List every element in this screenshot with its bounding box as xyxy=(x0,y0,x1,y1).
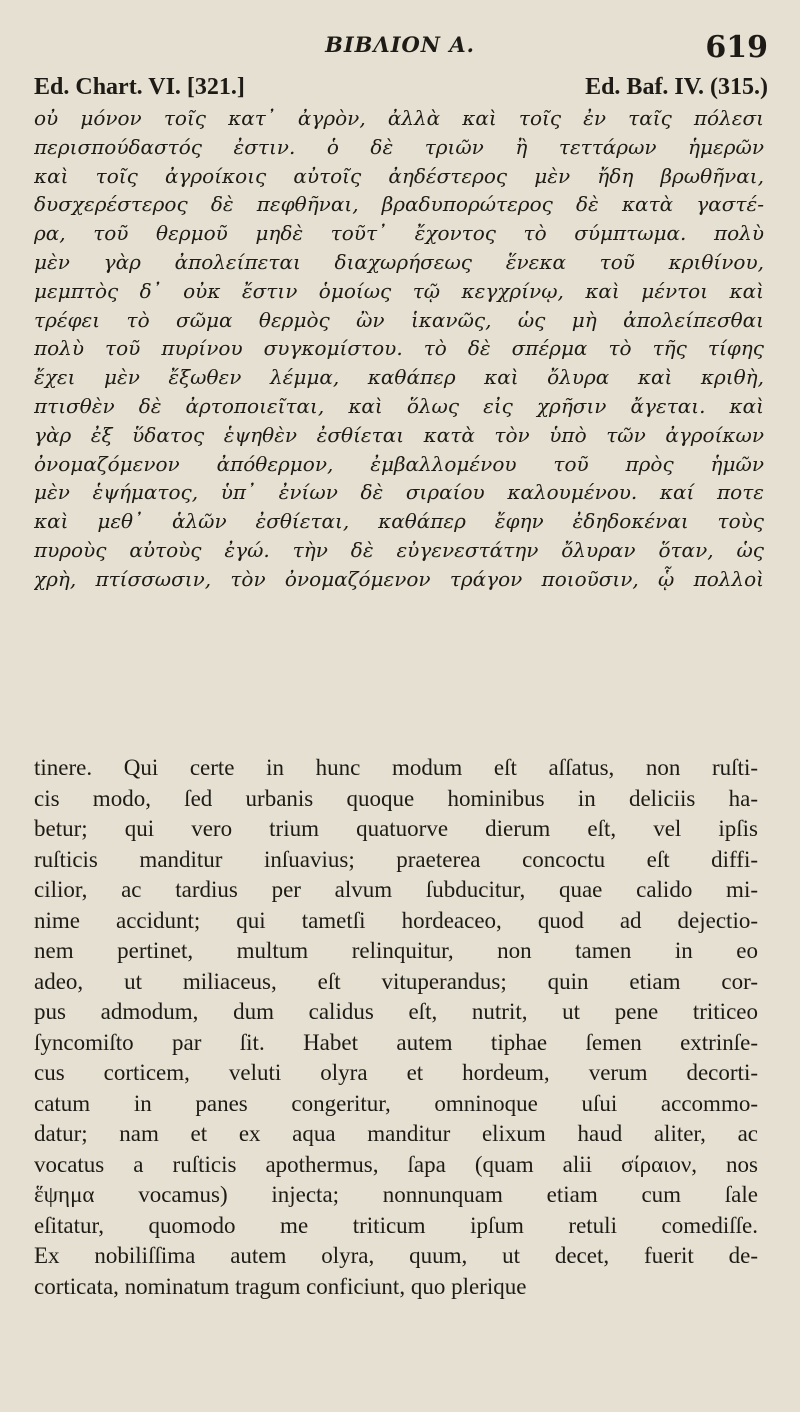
greek-text-line: μὲν ἑψήματος, ὑπ᾽ ἐνίων δὲ σιραίου καλουμένου. καί ποτε xyxy=(34,480,764,505)
greek-text-line: μεμπτὸς δ᾽ οὐκ ἔστιν ὁμοίως τῷ κεγχρίνῳ, καὶ μέντοι καὶ xyxy=(34,278,764,303)
greek-text-line: πτισθὲν δὲ ἀρτοποιεῖται, καὶ ὅλως εἰς χρῆσιν ἄγεται. καὶ xyxy=(34,393,764,418)
edition-chartier-ref: Ed. Chart. VI. [321.] xyxy=(34,74,245,100)
running-title: ΒΙΒΛΙΟΝ Α. xyxy=(325,32,475,57)
latin-text-line: nem pertinet, multum relinquitur, non tamen in eo xyxy=(34,938,758,963)
greek-text-line: χρὴ, πτίσσωσιν, τὸν ὀνομαζόμενον τράγον ποιοῦσιν, ᾧ πολλοὶ xyxy=(34,566,764,591)
greek-text-line: δυσχερέστερος δὲ πεφθῆναι, βραδυπορώτερος δὲ κατὰ γαστέ- xyxy=(34,192,764,217)
latin-text-line: ἕψημα vocamus) injecta; nonnunquam etiam cum ſale xyxy=(34,1182,758,1207)
latin-text-line: ſyncomiſto par ſit. Habet autem tiphae ſemen extrinſe- xyxy=(34,1029,758,1055)
greek-text-line: ὀνομαζόμενον ἀπόθερμον, ἐμβαλλομένου τοῦ πρὸς ἡμῶν xyxy=(34,451,764,476)
latin-text-line: pus admodum, dum calidus eſt, nutrit, ut pene triticeo xyxy=(34,999,758,1024)
edition-basel-ref: Ed. Baf. IV. (315.) xyxy=(585,74,768,100)
greek-text-line: γὰρ ἐξ ὕδατος ἑψηθὲν ἐσθίεται κατὰ τὸν ὑπὸ τῶν ἀγροίκων xyxy=(34,422,764,447)
greek-text-line: περισπούδαστός ἐστιν. ὁ δὲ τριῶν ἢ τεττάρων ἡμερῶν xyxy=(34,134,764,159)
greek-text-line: τρέφει τὸ σῶμα θερμὸς ὢν ἱκανῶς, ὡς μὴ ἀπολείπεσθαι xyxy=(34,307,764,332)
greek-text-line: πολὺ τοῦ πυρίνου συγκομίστου. τὸ δὲ σπέρμα τὸ τῆς τίφης xyxy=(34,336,764,361)
greek-text-block xyxy=(34,104,764,594)
greek-text-line: καὶ τοῖς ἀγροίκοις αὐτοῖς ἀηδέστερος μὲν ἤδη βρωθῆναι, xyxy=(34,163,764,188)
page-number: 619 xyxy=(705,30,768,65)
latin-text-line: corticata, nominatum tragum conficiunt, quo plerique xyxy=(34,1273,527,1299)
greek-text-line: μὲν γὰρ ἀπολείπεται διαχωρήσεως ἕνεκα τοῦ κριθίνου, xyxy=(34,249,764,274)
latin-text-line: datur; nam et ex aqua manditur elixum haud aliter, ac xyxy=(34,1121,758,1146)
greek-text-line: καὶ μεθ᾽ ἁλῶν ἐσθίεται, καθάπερ ἔφην ἐδηδοκέναι τοὺς xyxy=(34,509,764,534)
latin-text-line: cis modo, ſed urbanis quoque hominibus in deliciis ha- xyxy=(34,785,758,811)
latin-text-line: eſitatur, quomodo me triticum ipſum retuli comediſſe. xyxy=(34,1212,758,1238)
latin-text-line: vocatus a ruſticis apothermus, ſapa (quam alii σίραιον, nos xyxy=(34,1151,758,1177)
latin-text-block xyxy=(34,753,758,1302)
latin-text-line: tinere. Qui certe in hunc modum eſt aſſatus, non ruſti- xyxy=(34,755,758,780)
edition-reference-line xyxy=(34,74,768,104)
greek-text-line: οὐ μόνον τοῖς κατ᾽ ἀγρὸν, ἀλλὰ καὶ τοῖς ἐν ταῖς πόλεσι xyxy=(34,106,764,130)
latin-text-line: nime accidunt; qui tametſi hordeaceo, quod ad dejectio- xyxy=(34,907,758,933)
greek-text-line: ρα, τοῦ θερμοῦ μηδὲ τοῦτ᾽ ἔχοντος τὸ σύμπτωμα. πολὺ xyxy=(34,221,764,246)
greek-text-line: πυροὺς αὐτοὺς ἐγώ. τὴν δὲ εὐγενεστάτην ὄλυραν ὅταν, ὡς xyxy=(34,537,764,562)
latin-text-line: betur; qui vero trium quatuorve dierum eſt, vel ipſis xyxy=(34,816,758,841)
latin-text-line: ruſticis manditur inſuavius; praeterea concoctu eſt diffi- xyxy=(34,846,758,872)
latin-text-line: cilior, ac tardius per alvum ſubducitur, quae calido mi- xyxy=(34,877,758,902)
latin-text-line: Ex nobiliſſima autem olyra, quum, ut decet, fuerit de- xyxy=(34,1243,758,1268)
latin-text-line: adeo, ut miliaceus, eſt vituperandus; quin etiam cor- xyxy=(34,968,758,994)
greek-text-line: ἔχει μὲν ἔξωθεν λέμμα, καθάπερ καὶ ὄλυρα καὶ κριθὴ, xyxy=(34,365,764,390)
latin-text-line: cus corticem, veluti olyra et hordeum, verum decorti- xyxy=(34,1060,758,1085)
latin-text-line: catum in panes congeritur, omninoque uſui accommo- xyxy=(34,1090,758,1116)
running-head xyxy=(0,28,800,68)
